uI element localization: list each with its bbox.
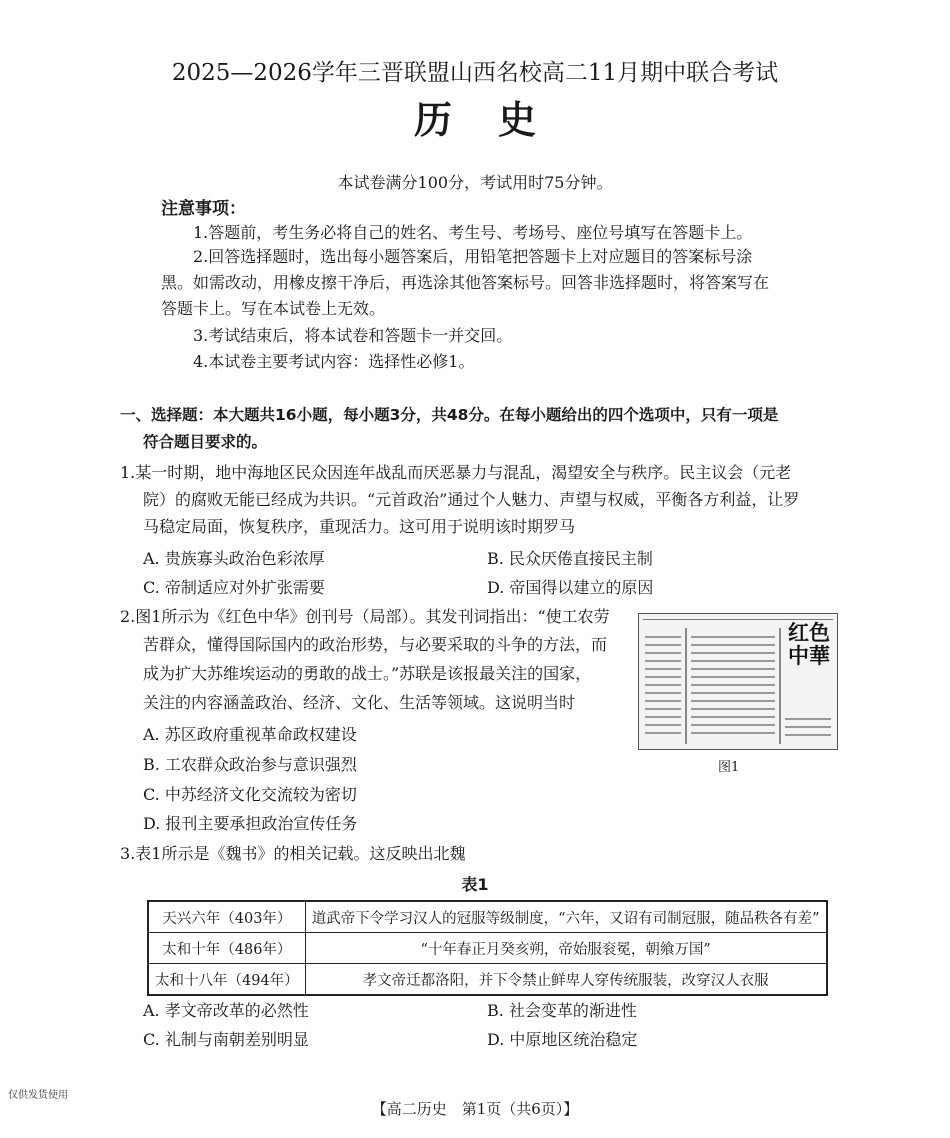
- notice-item-2-line-2: 黑。如需改动，用橡皮擦干净后，再选涂其他答案标号。回答非选择题时，将答案写在: [161, 273, 770, 292]
- table-cell-date: 天兴六年（403年）: [148, 901, 305, 933]
- q1-stem-line-3: 马稳定局面，恢复秩序，重现活力。这可用于说明该时期罗马: [143, 517, 576, 536]
- table-row: [148, 933, 827, 964]
- q1-stem-line-1: 1.某一时期，地中海地区民众因连年战乱而厌恶暴力与混乱，渴望安全与秩序。民主议会（元老: [120, 463, 792, 482]
- table-cell-date: 太和十八年（494年）: [148, 964, 305, 996]
- q1-option-c: C. 帝制适应对外扩张需要: [143, 578, 325, 597]
- table-cell-text: “十年春正月癸亥朔，帝始服衮冕，朝飨万国”: [305, 933, 826, 964]
- table-row: [148, 901, 827, 933]
- q3-option-d: D. 中原地区统治稳定: [487, 1030, 638, 1049]
- record-table: [147, 900, 828, 996]
- table-caption: 表1: [461, 875, 489, 894]
- paper-info: 本试卷满分100分，考试用时75分钟。: [337, 173, 613, 192]
- q1-option-b: B. 民众厌倦直接民主制: [487, 549, 653, 568]
- notices-heading: 注意事项：: [161, 199, 246, 219]
- notice-item-3: 3.考试结束后，将本试卷和答题卡一并交回。: [193, 326, 513, 345]
- section-heading-line-1: 一、选择题：本大题共16小题，每小题3分，共48分。在每小题给出的四个选项中，只有一项是: [120, 406, 779, 424]
- q3-option-a: A. 孝文帝改革的必然性: [143, 1001, 309, 1020]
- figure-caption: 图1: [718, 760, 740, 775]
- exam-title: 2025—2026学年三晋联盟山西名校高二11月期中联合考试: [171, 60, 779, 86]
- q3-option-c: C. 礼制与南朝差别明显: [143, 1030, 309, 1049]
- q1-option-d: D. 帝国得以建立的原因: [487, 578, 654, 597]
- q2-option-b: B. 工农群众政治参与意识强烈: [143, 755, 357, 774]
- q2-option-c: C. 中苏经济文化交流较为密切: [143, 785, 357, 804]
- newspaper-figure-image: [638, 613, 838, 750]
- q2-stem-line-1: 2.图1所示为《红色中华》创刊号（局部）。其发刊词指出：“使工农劳: [120, 607, 610, 626]
- q1-option-a: A. 贵族寡头政治色彩浓厚: [143, 549, 325, 568]
- q3-stem-line-1: 3.表1所示是《魏书》的相关记载。这反映出北魏: [120, 844, 466, 863]
- newspaper-masthead: 红色中華: [788, 621, 830, 668]
- table-cell-text: 孝文帝迁都洛阳，并下令禁止鲜卑人穿传统服装，改穿汉人衣服: [305, 964, 826, 996]
- side-note: 仅供发货使用: [8, 1090, 68, 1101]
- q2-stem-line-2: 苦群众，懂得国际国内的政治形势，与必要采取的斗争的方法，而: [143, 635, 608, 654]
- notice-item-2-line-3: 答题卡上。写在本试卷上无效。: [161, 299, 386, 318]
- q2-option-d: D. 报刊主要承担政治宣传任务: [143, 814, 358, 833]
- q2-stem-line-3: 成为扩大苏维埃运动的勇敢的战士。”苏联是该报最关注的国家，: [143, 664, 592, 683]
- notice-item-2-line-1: 2.回答选择题时，选出每小题答案后，用铅笔把答题卡上对应题目的答案标号涂: [193, 247, 753, 266]
- page-footer: 【高二历史 第1页（共6页）】: [371, 1100, 579, 1118]
- q2-option-a: A. 苏区政府重视革命政权建设: [143, 725, 357, 744]
- q2-stem-line-4: 关注的内容涵盖政治、经济、文化、生活等领域。这说明当时: [143, 693, 576, 712]
- table-cell-text: 道武帝下令学习汉人的冠服等级制度，“六年，又诏有司制冠服，随品秩各有差”: [305, 901, 826, 933]
- section-heading-line-2: 符合题目要求的。: [143, 433, 268, 451]
- subject-title: 历史: [413, 98, 582, 142]
- q1-stem-line-2: 院）的腐败无能已经成为共识。“元首政治”通过个人魅力、声望与权威，平衡各方利益，让罗: [143, 490, 800, 509]
- notice-item-4: 4.本试卷主要考试内容：选择性必修1。: [193, 352, 475, 371]
- q3-option-b: B. 社会变革的渐进性: [487, 1001, 637, 1020]
- table-cell-date: 太和十年（486年）: [148, 933, 305, 964]
- table-row: [148, 964, 827, 996]
- notice-item-1: 1.答题前，考生务必将自己的姓名、考生号、考场号、座位号填写在答题卡上。: [193, 223, 753, 242]
